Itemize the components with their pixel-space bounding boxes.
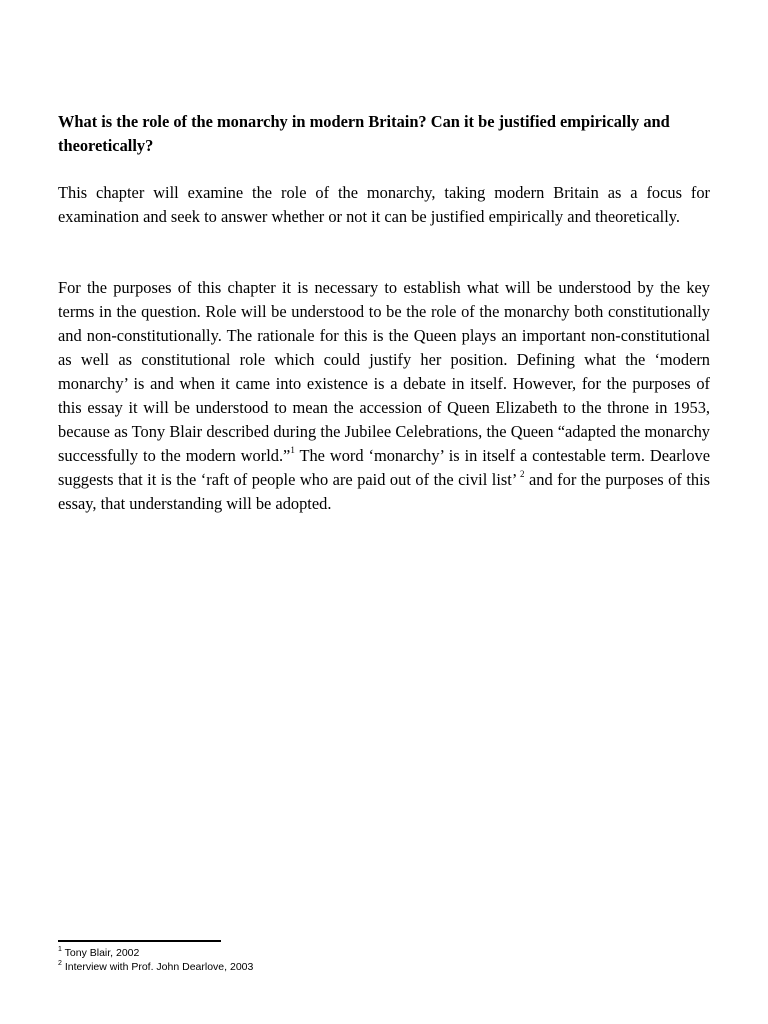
paragraph-definitions-text-3: and for the purposes of this essay, that understanding will be adopted. bbox=[58, 470, 711, 513]
paragraph-introduction: This chapter will examine the role of the monarchy, taking modern Britain as a focus for examination and seek to answer whether or not it can be justified empirically and theoretically. bbox=[58, 183, 710, 226]
footnotes bbox=[58, 946, 253, 974]
footnote-separator bbox=[58, 940, 221, 942]
footnote-mark-1: 1 bbox=[58, 945, 62, 953]
footnote-2 bbox=[58, 960, 253, 974]
footnote-reference-1: 1 bbox=[290, 444, 295, 455]
footnote-text-1: Tony Blair, 2002 bbox=[61, 947, 140, 959]
footnote-mark-2: 2 bbox=[58, 959, 62, 967]
paragraph-definitions-text-1: For the purposes of this chapter it is necessary to establish what will be understood by the key terms in the question. Role will be understood to be the role of the monarchy both constitutionally and non-constitutionally. The rationale for this is the Queen plays an important non-constitutional as well as constitutional role which could justify her position. Defining what the ‘modern monarchy’ is and when it came into existence is a debate in itself. However, for the purposes of this essay it will be understood to mean the accession of Queen Elizabeth to the throne in 1953, because as Tony Blair described during the Jubilee Celebrations, the Queen “adapted the monarchy successfully to the modern world.” bbox=[58, 278, 710, 465]
document-title: What is the role of the monarchy in modern Britain? Can it be justified empirically and theoretically? bbox=[58, 112, 670, 155]
footnote-reference-2: 2 bbox=[517, 468, 525, 479]
paragraph-definitions-text-2: The word ‘monarchy’ is in itself a contestable term. Dearlove suggests that it is the ‘raft of people who are paid out of the civil list’ bbox=[58, 446, 710, 489]
footnote-1 bbox=[58, 946, 253, 960]
footnote-text-2: Interview with Prof. John Dearlove, 2003 bbox=[61, 961, 254, 973]
paragraph-definitions bbox=[58, 276, 710, 516]
